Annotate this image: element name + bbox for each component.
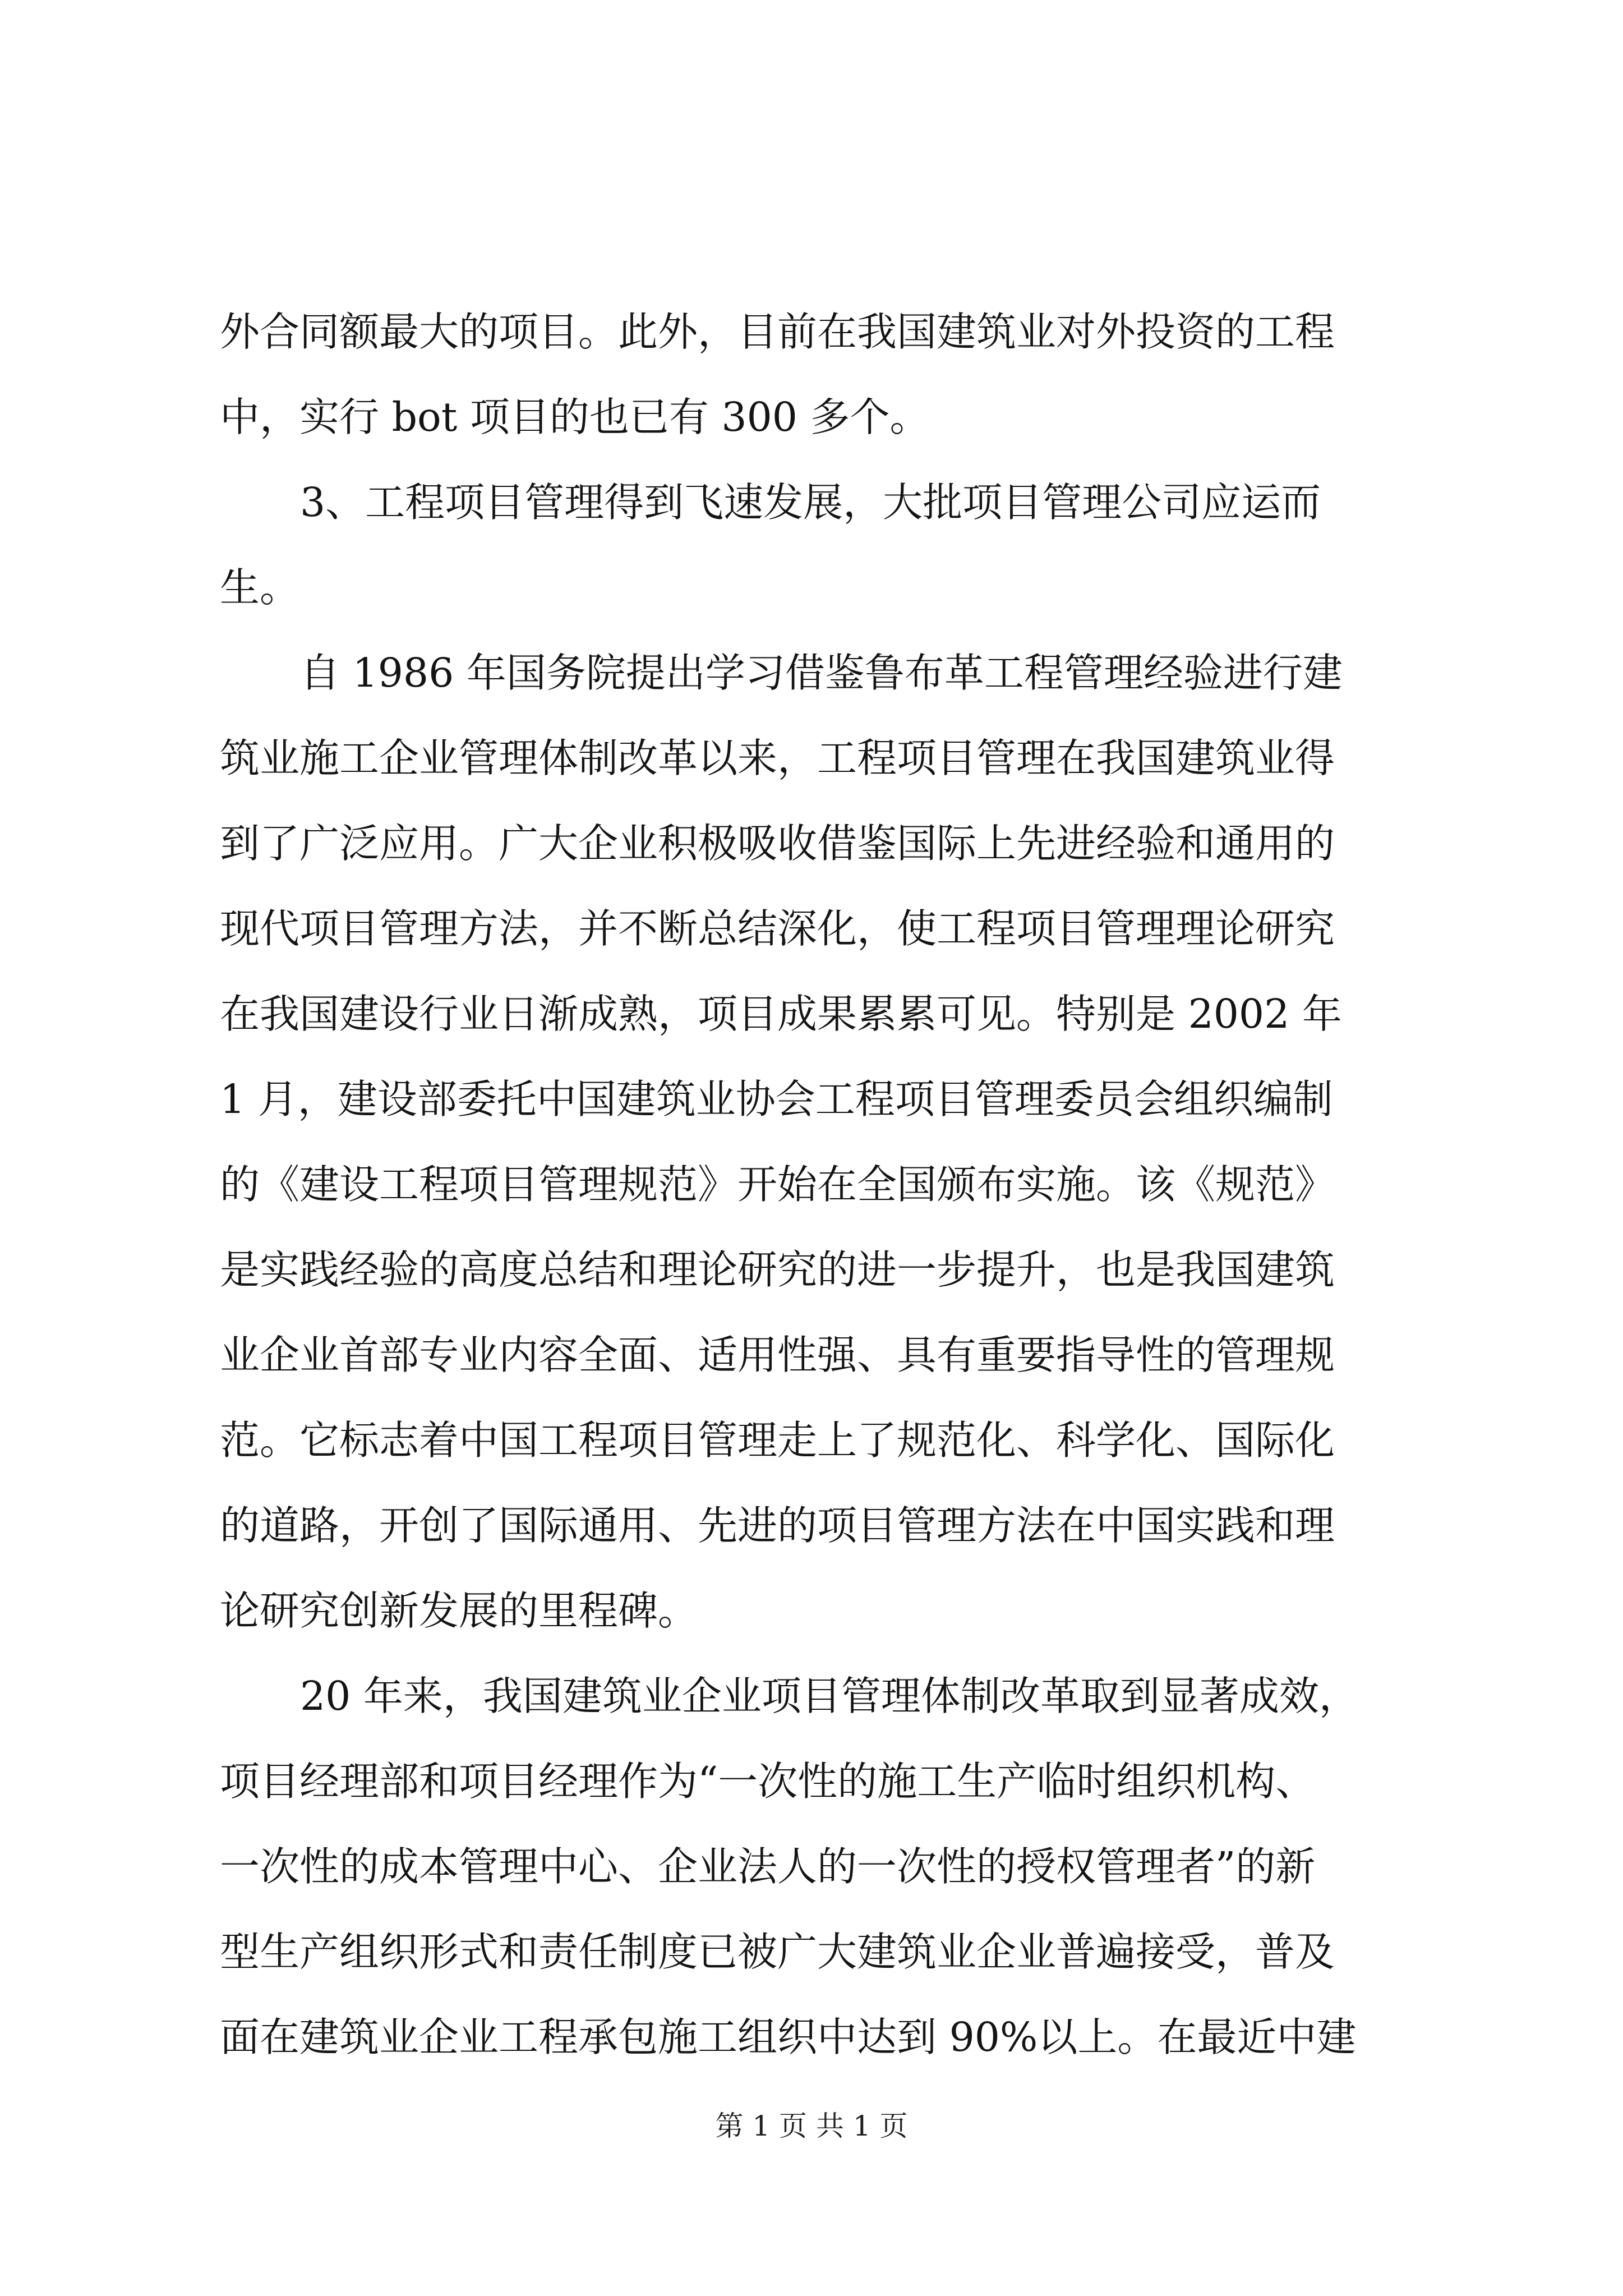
text-line: 1 月，建设部委托中国建筑业协会工程项目管理委员会组织编制 (220, 1076, 1333, 1122)
page-footer: 第 1 页 共 1 页 (715, 2110, 908, 2142)
text-line: 中，实行 bot 项目的也已有 300 多个。 (220, 394, 930, 440)
text-line: 的道路，开创了国际通用、先进的项目管理方法在中国实践和理 (220, 1502, 1335, 1549)
text-line: 生。 (220, 564, 300, 611)
text-line: 外合同额最大的项目。此外，目前在我国建筑业对外投资的工程 (220, 309, 1335, 355)
text-line: 范。它标志着中国工程项目管理走上了规范化、科学化、国际化 (220, 1417, 1335, 1464)
text-line: 项目经理部和项目经理作为“一次性的施工生产临时组织机构、 (220, 1758, 1316, 1805)
text-line: 一次性的成本管理中心、企业法人的一次性的授权管理者”的新 (220, 1843, 1316, 1890)
text-line: 20 年来，我国建筑业企业项目管理体制改革取到显著成效， (300, 1673, 1359, 1719)
text-line: 论研究创新发展的里程碑。 (220, 1588, 698, 1634)
text-line: 面在建筑业企业工程承包施工组织中达到 90%以上。在最近中建 (220, 2014, 1357, 2060)
text-line: 自 1986 年国务院提出学习借鉴鲁布革工程管理经验进行建 (300, 650, 1343, 696)
text-line: 的《建设工程项目管理规范》开始在全国颁布实施。该《规范》 (220, 1161, 1335, 1208)
text-line: 3、工程项目管理得到飞速发展，大批项目管理公司应运而 (300, 479, 1321, 526)
text-line: 是实践经验的高度总结和理论研究的进一步提升，也是我国建筑 (220, 1246, 1335, 1293)
text-line: 筑业施工企业管理体制改革以来，工程项目管理在我国建筑业得 (220, 735, 1335, 781)
text-line: 业企业首部专业内容全面、适用性强、具有重要指导性的管理规 (220, 1332, 1335, 1378)
text-line: 在我国建设行业日渐成熟，项目成果累累可见。特别是 2002 年 (220, 991, 1342, 1037)
text-line: 现代项目管理方法，并不断总结深化，使工程项目管理理论研究 (220, 905, 1335, 952)
text-line: 到了广泛应用。广大企业积极吸收借鉴国际上先进经验和通用的 (220, 820, 1335, 867)
text-line: 型生产组织形式和责任制度已被广大建筑业企业普遍接受，普及 (220, 1929, 1335, 1975)
